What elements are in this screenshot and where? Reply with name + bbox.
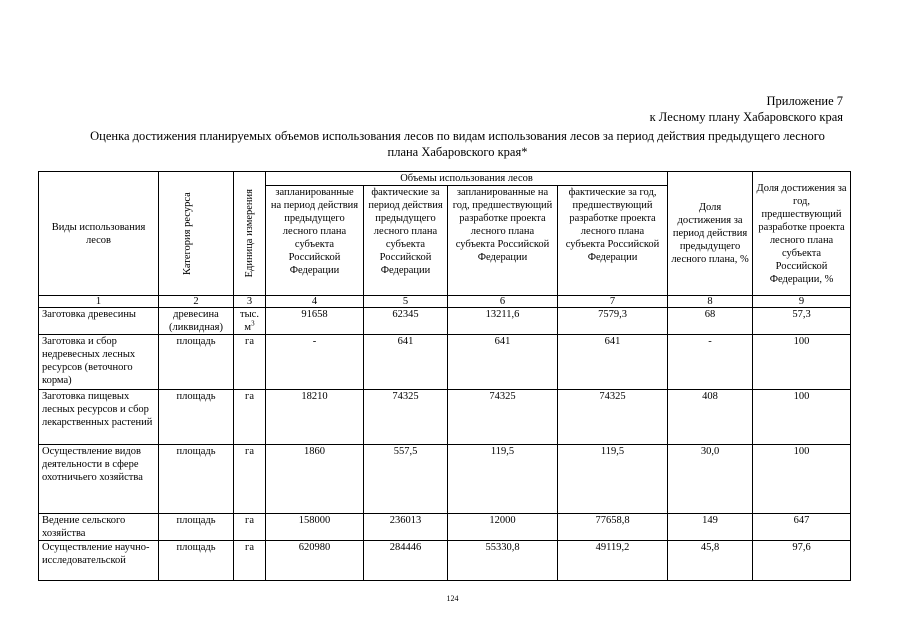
header-types: Виды использования лесов xyxy=(39,172,159,296)
header-share-period: Доля достижения за период действия предыдущего лесного плана, % xyxy=(668,172,753,296)
header-share-year: Доля достижения за год, предшествующий разработке проекта лесного плана субъекта Российской Федерации, % xyxy=(753,172,851,296)
row-actual-year: 77658,8 xyxy=(558,514,668,541)
page-number: 124 xyxy=(446,594,459,603)
row-unit: га xyxy=(234,541,266,581)
row-type: Ведение сельского хозяйства xyxy=(39,514,159,541)
header-planned-period: запланированные на период действия предыдущего лесного плана субъекта Российской Федерации xyxy=(266,186,364,296)
column-number: 8 xyxy=(668,296,753,308)
row-actual-period: 641 xyxy=(364,335,448,390)
row-share-year: 100 xyxy=(753,390,851,445)
row-share-period: 149 xyxy=(668,514,753,541)
title-line-1: Оценка достижения планируемых объемов использования лесов по видам использования лесов за период действия предыдущего лесного xyxy=(90,129,825,143)
row-actual-year: 119,5 xyxy=(558,445,668,514)
row-unit-text: тыс. м xyxy=(240,309,259,333)
row-type: Заготовка и сбор недревесных лесных ресурсов (веточного корма) xyxy=(39,335,159,390)
row-planned-year: 55330,8 xyxy=(448,541,558,581)
row-planned-period: 18210 xyxy=(266,390,364,445)
row-unit: га xyxy=(234,390,266,445)
row-share-year: 97,6 xyxy=(753,541,851,581)
column-number: 2 xyxy=(159,296,234,308)
column-number: 5 xyxy=(364,296,448,308)
title-line-2: плана Хабаровского края* xyxy=(387,145,528,159)
row-unit: га xyxy=(234,445,266,514)
row-planned-year: 13211,6 xyxy=(448,308,558,335)
column-number: 7 xyxy=(558,296,668,308)
row-category: площадь xyxy=(159,514,234,541)
forest-use-table xyxy=(38,171,851,581)
header-unit xyxy=(234,172,266,296)
header-category-text: Категория ресурса xyxy=(182,192,193,275)
row-share-period: 30,0 xyxy=(668,445,753,514)
header-volumes: Объемы использования лесов xyxy=(266,172,668,186)
header-category xyxy=(159,172,234,296)
row-share-year: 57,3 xyxy=(753,308,851,335)
header-planned-year: запланированные на год, предшествующий разработке проекта лесного плана субъекта Российской Федерации xyxy=(448,186,558,296)
column-number-row xyxy=(39,296,851,308)
row-planned-year: 119,5 xyxy=(448,445,558,514)
row-planned-period: - xyxy=(266,335,364,390)
row-type: Осуществление видов деятельности в сфере охотничьего хозяйства xyxy=(39,445,159,514)
column-number: 3 xyxy=(234,296,266,308)
row-unit: га xyxy=(234,335,266,390)
row-share-year: 100 xyxy=(753,445,851,514)
row-planned-year: 641 xyxy=(448,335,558,390)
header-actual-year: фактические за год, предшествующий разработке проекта лесного плана субъекта Российской Федерации xyxy=(558,186,668,296)
table-row xyxy=(39,445,851,514)
row-planned-period: 158000 xyxy=(266,514,364,541)
row-share-year: 647 xyxy=(753,514,851,541)
row-actual-year: 74325 xyxy=(558,390,668,445)
table-row xyxy=(39,308,851,335)
table-row xyxy=(39,390,851,445)
row-share-period: 68 xyxy=(668,308,753,335)
row-planned-year: 74325 xyxy=(448,390,558,445)
table-row xyxy=(39,335,851,390)
row-actual-period: 236013 xyxy=(364,514,448,541)
row-unit-sup: 3 xyxy=(251,319,255,328)
column-number: 6 xyxy=(448,296,558,308)
row-actual-period: 284446 xyxy=(364,541,448,581)
row-actual-year: 641 xyxy=(558,335,668,390)
row-planned-period: 91658 xyxy=(266,308,364,335)
row-category: площадь xyxy=(159,335,234,390)
row-type: Заготовка древесины xyxy=(39,308,159,335)
row-type: Осуществление научно-исследовательской xyxy=(39,541,159,581)
document-title xyxy=(60,128,855,160)
column-number: 4 xyxy=(266,296,364,308)
column-number: 9 xyxy=(753,296,851,308)
row-planned-year: 12000 xyxy=(448,514,558,541)
row-actual-period: 557,5 xyxy=(364,445,448,514)
row-type: Заготовка пищевых лесных ресурсов и сбор лекарственных растений xyxy=(39,390,159,445)
row-planned-period: 1860 xyxy=(266,445,364,514)
row-share-period: 408 xyxy=(668,390,753,445)
appendix-line-2: к Лесному плану Хабаровского края xyxy=(649,110,843,124)
row-actual-year: 49119,2 xyxy=(558,541,668,581)
appendix-note xyxy=(650,93,843,125)
row-unit xyxy=(234,308,266,335)
row-category: древесина (ликвидная) xyxy=(159,308,234,335)
appendix-line-1: Приложение 7 xyxy=(766,94,843,108)
row-share-period: - xyxy=(668,335,753,390)
row-category: площадь xyxy=(159,541,234,581)
row-unit: га xyxy=(234,514,266,541)
column-number: 1 xyxy=(39,296,159,308)
header-actual-period: фактические за период действия предыдущего лесного плана субъекта Российской Федерации xyxy=(364,186,448,296)
row-actual-period: 62345 xyxy=(364,308,448,335)
row-actual-year: 7579,3 xyxy=(558,308,668,335)
table-row xyxy=(39,514,851,541)
row-planned-period: 620980 xyxy=(266,541,364,581)
row-category: площадь xyxy=(159,390,234,445)
header-unit-text: Единица измерения xyxy=(244,189,255,278)
row-share-year: 100 xyxy=(753,335,851,390)
row-share-period: 45,8 xyxy=(668,541,753,581)
row-actual-period: 74325 xyxy=(364,390,448,445)
row-category: площадь xyxy=(159,445,234,514)
table-row xyxy=(39,541,851,581)
